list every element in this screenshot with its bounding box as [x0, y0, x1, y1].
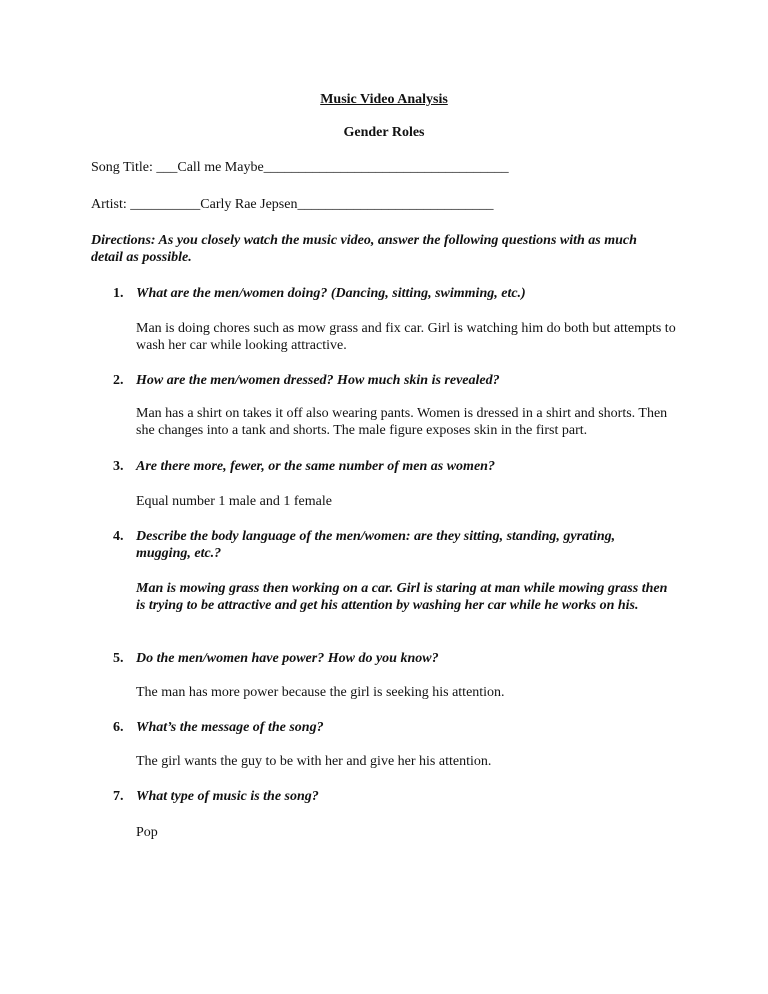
- question-number: 3.: [113, 459, 124, 474]
- question-text: How are the men/women dressed? How much skin is revealed?: [136, 373, 500, 388]
- question-1: [113, 285, 673, 302]
- question-text: Describe the body language of the men/women: are they sitting, standing, gyrating, mugging, etc.?: [136, 529, 616, 561]
- page-title: Music Video Analysis: [320, 92, 448, 107]
- question-6: [113, 719, 673, 736]
- answer-7: Pop: [136, 825, 158, 840]
- question-number: 4.: [113, 529, 124, 544]
- question-text: Do the men/women have power? How do you know?: [136, 651, 439, 666]
- artist-line: Artist: __________Carly Rae Jepsen____________________________: [91, 197, 494, 212]
- question-2: [113, 372, 673, 389]
- question-number: 5.: [113, 651, 124, 666]
- question-5: [113, 650, 673, 667]
- question-text: What’s the message of the song?: [136, 720, 324, 735]
- question-number: 7.: [113, 789, 124, 804]
- question-text: What type of music is the song?: [136, 789, 319, 804]
- question-text: What are the men/women doing? (Dancing, sitting, swimming, etc.): [136, 286, 526, 301]
- answer-5: The man has more power because the girl is seeking his attention.: [136, 685, 505, 700]
- answer-1: Man is doing chores such as mow grass and fix car. Girl is watching him do both but attempts to wash her car while looking attractive.: [136, 321, 676, 353]
- question-7: [113, 788, 673, 805]
- answer-3: Equal number 1 male and 1 female: [136, 494, 332, 509]
- question-3: [113, 458, 673, 475]
- answer-4: Man is mowing grass then working on a car. Girl is staring at man while mowing grass then is trying to be attractive and get his attention by washing her car while he works on his.: [136, 581, 668, 613]
- question-number: 6.: [113, 720, 124, 735]
- answer-6: The girl wants the guy to be with her and give her his attention.: [136, 754, 492, 769]
- directions-text: Directions: As you closely watch the music video, answer the following questions with as much detail as possible.: [91, 233, 637, 265]
- question-number: 1.: [113, 286, 124, 301]
- page-subtitle: Gender Roles: [343, 125, 425, 140]
- question-4: [113, 528, 673, 562]
- question-number: 2.: [113, 373, 124, 388]
- answer-2: Man has a shirt on takes it off also wearing pants. Women is dressed in a shirt and shorts. Then she changes into a tank and shorts. The male figure exposes skin in the first part.: [136, 406, 668, 438]
- question-text: Are there more, fewer, or the same number of men as women?: [136, 459, 495, 474]
- song-title-line: Song Title: ___Call me Maybe___________________________________: [91, 160, 509, 175]
